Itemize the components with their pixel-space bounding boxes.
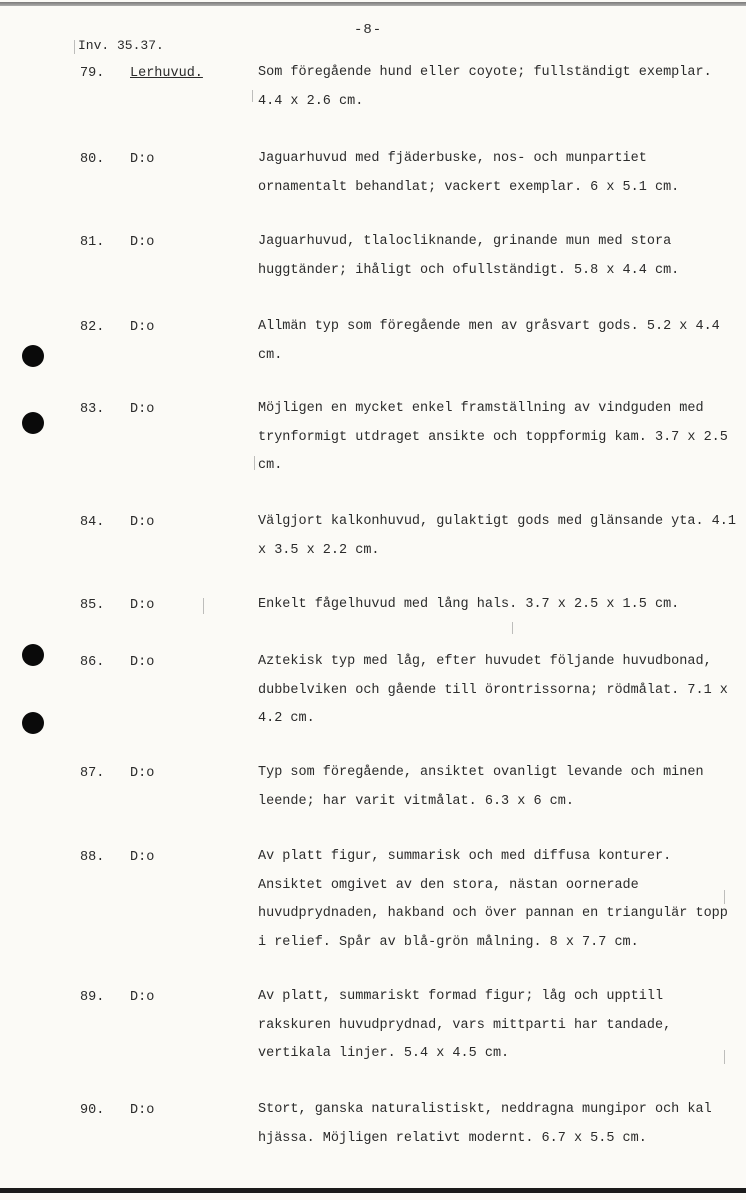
entry-description: Aztekisk typ med låg, efter huvudet följande huvudbonad, dubbelviken och gående till örontrissorna; rödmålat. 7.1 x 4.2 cm. <box>258 654 728 726</box>
entry-number: 82. <box>80 320 105 335</box>
bottom-scan-edge <box>0 1188 746 1193</box>
entry-name: D:o <box>130 1103 155 1118</box>
inventory-reference: Inv. 35.37. <box>78 38 164 53</box>
entry-number: 85. <box>80 598 105 613</box>
entry-name: Lerhuvud. <box>130 66 203 81</box>
entry-number: 88. <box>80 850 105 865</box>
entry-description: Enkelt fågelhuvud med lång hals. 3.7 x 2.5 x 1.5 cm. <box>258 597 680 612</box>
entry-number: 83. <box>80 402 105 417</box>
entry-name: D:o <box>130 850 155 865</box>
punch-hole <box>22 412 44 434</box>
entry-description: Välgjort kalkonhuvud, gulaktigt gods med glänsande yta. 4.1 x 3.5 x 2.2 cm. <box>258 514 736 558</box>
entry-description: Stort, ganska naturalistiskt, neddragna mungipor och kal hjässa. Möjligen relativt modernt. 6.7 x 5.5 cm. <box>258 1102 712 1146</box>
entry-number: 80. <box>80 152 105 167</box>
scan-mark <box>203 598 204 614</box>
entry-name: D:o <box>130 515 155 530</box>
entry-number: 90. <box>80 1103 105 1118</box>
entry-description: Möjligen en mycket enkel framställning av vindguden med trynformigt utdraget ansikte och toppformig kam. 3.7 x 2.5 cm. <box>258 401 728 473</box>
entry-number: 81. <box>80 235 105 250</box>
entry-number: 87. <box>80 766 105 781</box>
punch-hole <box>22 644 44 666</box>
punch-hole <box>22 712 44 734</box>
scan-mark <box>512 622 513 634</box>
entry-name: D:o <box>130 766 155 781</box>
scan-mark <box>254 456 255 470</box>
entry-name: D:o <box>130 655 155 670</box>
entry-number: 89. <box>80 990 105 1005</box>
entry-name: D:o <box>130 402 155 417</box>
entry-description: Jaguarhuvud med fjäderbuske, nos- och munpartiet ornamentalt behandlat; vackert exemplar. 6 x 5.1 cm. <box>258 151 680 195</box>
entry-description: Allmän typ som föregående men av gråsvart gods. 5.2 x 4.4 cm. <box>258 319 720 363</box>
entry-description: Typ som föregående, ansiktet ovanligt levande och minen leende; har varit vitmålat. 6.3 x 6 cm. <box>258 765 704 809</box>
entry-name: D:o <box>130 598 155 613</box>
entry-number: 79. <box>80 66 105 81</box>
scan-mark <box>252 90 253 102</box>
entry-description: Av platt, summariskt formad figur; låg och upptill rakskuren huvudprydnad, vars mittparti har tandade, vertikala linjer. 5.4 x 4.5 cm. <box>258 989 672 1061</box>
entry-number: 84. <box>80 515 105 530</box>
entry-name: D:o <box>130 320 155 335</box>
punch-hole <box>22 345 44 367</box>
page-number: -8- <box>354 22 383 38</box>
entry-description: Som föregående hund eller coyote; fullständigt exemplar. 4.4 x 2.6 cm. <box>258 65 712 109</box>
entry-name: D:o <box>130 152 155 167</box>
entry-description: Av platt figur, summarisk och med diffusa konturer. Ansiktet omgivet av den stora, nästan oornerade huvudprydnaden, hakband och över pannan en triangulär topp i relief. Spår av blå-grön målning. 8 x 7.7 cm. <box>258 849 728 950</box>
entry-description: Jaguarhuvud, tlalocliknande, grinande mun med stora huggtänder; ihåligt och ofullständigt. 5.8 x 4.4 cm. <box>258 234 680 278</box>
entry-name: D:o <box>130 235 155 250</box>
top-scan-edge <box>0 2 746 6</box>
entry-name: D:o <box>130 990 155 1005</box>
entry-number: 86. <box>80 655 105 670</box>
scan-mark <box>74 40 75 54</box>
